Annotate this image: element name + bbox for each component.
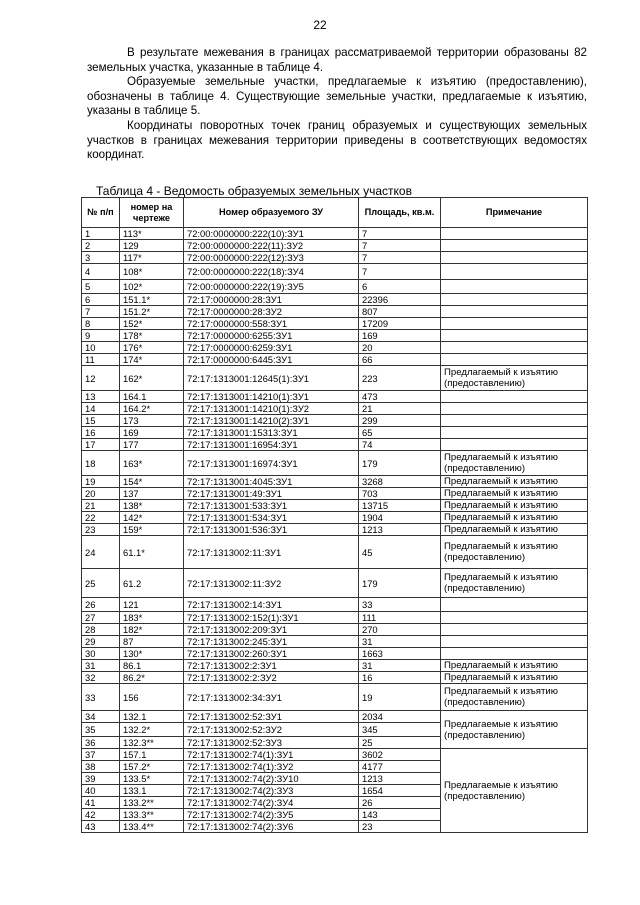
cell-zu-number: 72:17:1313002:34:ЗУ1 bbox=[184, 684, 359, 711]
cell-note bbox=[441, 240, 588, 252]
cell-note bbox=[441, 280, 588, 294]
table-row bbox=[82, 476, 588, 488]
cell-zu-number: 72:17:1313002:52:ЗУ2 bbox=[184, 723, 359, 737]
cell-area: 65 bbox=[359, 427, 441, 439]
paragraph-coordinates: Координаты поворотных точек границ образуемых и существующих земельных участков в границах межевания территории приведены в соответствующих ведомостях координат. bbox=[87, 119, 587, 161]
cell-note: Предлагаемый к изъятию (предоставлению) bbox=[441, 536, 588, 569]
cell-number: 21 bbox=[82, 500, 120, 512]
cell-drawing-number: 133.3** bbox=[120, 809, 184, 821]
cell-zu-number: 72:17:1313002:260:ЗУ1 bbox=[184, 648, 359, 660]
cell-drawing-number: 87 bbox=[120, 636, 184, 648]
cell-area: 299 bbox=[359, 415, 441, 427]
cell-drawing-number: 86.2* bbox=[120, 672, 184, 684]
cell-number: 38 bbox=[82, 761, 120, 773]
table-row bbox=[82, 672, 588, 684]
cell-number: 16 bbox=[82, 427, 120, 439]
cell-area: 1213 bbox=[359, 524, 441, 536]
cell-number: 24 bbox=[82, 536, 120, 569]
cell-number: 31 bbox=[82, 660, 120, 672]
cell-zu-number: 72:17:1313001:12645(1):ЗУ1 bbox=[184, 366, 359, 391]
table-row bbox=[82, 636, 588, 648]
cell-zu-number: 72:17:1313001:533:ЗУ1 bbox=[184, 500, 359, 512]
cell-number: 32 bbox=[82, 672, 120, 684]
cell-area: 26 bbox=[359, 797, 441, 809]
table-row bbox=[82, 451, 588, 476]
cell-zu-number: 72:17:0000000:28:ЗУ2 bbox=[184, 306, 359, 318]
cell-number: 28 bbox=[82, 624, 120, 636]
cell-drawing-number: 113* bbox=[120, 228, 184, 240]
cell-number: 37 bbox=[82, 749, 120, 761]
cell-zu-number: 72:17:0000000:6445:ЗУ1 bbox=[184, 354, 359, 366]
cell-area: 7 bbox=[359, 228, 441, 240]
cell-note bbox=[441, 228, 588, 240]
cell-drawing-number: 133.1 bbox=[120, 785, 184, 797]
cell-note bbox=[441, 612, 588, 624]
cell-number: 27 bbox=[82, 612, 120, 624]
cell-number: 17 bbox=[82, 439, 120, 451]
cell-zu-number: 72:17:1313002:74(2):ЗУ5 bbox=[184, 809, 359, 821]
cell-number: 34 bbox=[82, 711, 120, 723]
table-row bbox=[82, 318, 588, 330]
header-drawing-number: номер на чертеже bbox=[120, 198, 184, 228]
cell-zu-number: 72:17:1313002:2:ЗУ1 bbox=[184, 660, 359, 672]
cell-drawing-number: 121 bbox=[120, 598, 184, 612]
cell-zu-number: 72:17:0000000:6255:ЗУ1 bbox=[184, 330, 359, 342]
cell-area: 7 bbox=[359, 240, 441, 252]
cell-number: 8 bbox=[82, 318, 120, 330]
cell-drawing-number: 137 bbox=[120, 488, 184, 500]
cell-zu-number: 72:17:1313002:14:ЗУ1 bbox=[184, 598, 359, 612]
cell-note bbox=[441, 403, 588, 415]
cell-number: 3 bbox=[82, 252, 120, 264]
cell-zu-number: 72:17:1313002:74(1):ЗУ2 bbox=[184, 761, 359, 773]
cell-drawing-number: 164.1 bbox=[120, 391, 184, 403]
cell-drawing-number: 151.1* bbox=[120, 294, 184, 306]
cell-zu-number: 72:00:0000000:222(19):ЗУ5 bbox=[184, 280, 359, 294]
table-row bbox=[82, 648, 588, 660]
cell-number: 13 bbox=[82, 391, 120, 403]
cell-zu-number: 72:17:1313002:74(2):ЗУ3 bbox=[184, 785, 359, 797]
cell-note: Предлагаемый к изъятию bbox=[441, 512, 588, 524]
cell-note bbox=[441, 294, 588, 306]
cell-area: 169 bbox=[359, 330, 441, 342]
cell-zu-number: 72:17:1313001:15313:ЗУ1 bbox=[184, 427, 359, 439]
table-row bbox=[82, 415, 588, 427]
table-row bbox=[82, 280, 588, 294]
cell-drawing-number: 132.3** bbox=[120, 737, 184, 749]
cell-drawing-number: 133.5* bbox=[120, 773, 184, 785]
cell-drawing-number: 159* bbox=[120, 524, 184, 536]
cell-zu-number: 72:00:0000000:222(18):ЗУ4 bbox=[184, 264, 359, 280]
cell-area: 473 bbox=[359, 391, 441, 403]
cell-drawing-number: 152* bbox=[120, 318, 184, 330]
cell-zu-number: 72:17:1313002:74(2):ЗУ4 bbox=[184, 797, 359, 809]
cell-area: 345 bbox=[359, 723, 441, 737]
cell-zu-number: 72:17:1313001:534:ЗУ1 bbox=[184, 512, 359, 524]
cell-zu-number: 72:17:1313002:74(1):ЗУ1 bbox=[184, 749, 359, 761]
cell-note: Предлагаемый к изъятию bbox=[441, 500, 588, 512]
table-row bbox=[82, 366, 588, 391]
table-row bbox=[82, 660, 588, 672]
cell-number: 25 bbox=[82, 569, 120, 598]
cell-number: 29 bbox=[82, 636, 120, 648]
cell-number: 26 bbox=[82, 598, 120, 612]
cell-drawing-number: 102* bbox=[120, 280, 184, 294]
cell-note bbox=[441, 264, 588, 280]
cell-drawing-number: 133.2** bbox=[120, 797, 184, 809]
cell-drawing-number: 173 bbox=[120, 415, 184, 427]
cell-area: 143 bbox=[359, 809, 441, 821]
cell-area: 13715 bbox=[359, 500, 441, 512]
cell-zu-number: 72:00:0000000:222(10):ЗУ1 bbox=[184, 228, 359, 240]
cell-drawing-number: 86.1 bbox=[120, 660, 184, 672]
cell-number: 41 bbox=[82, 797, 120, 809]
cell-note bbox=[441, 636, 588, 648]
cell-area: 223 bbox=[359, 366, 441, 391]
cell-note: Предлагаемый к изъятию (предоставлению) bbox=[441, 451, 588, 476]
cell-drawing-number: 182* bbox=[120, 624, 184, 636]
cell-drawing-number: 132.1 bbox=[120, 711, 184, 723]
cell-area: 179 bbox=[359, 451, 441, 476]
cell-number: 20 bbox=[82, 488, 120, 500]
cell-drawing-number: 151.2* bbox=[120, 306, 184, 318]
cell-zu-number: 72:17:1313001:14210(1):ЗУ2 bbox=[184, 403, 359, 415]
cell-number: 10 bbox=[82, 342, 120, 354]
cell-number: 23 bbox=[82, 524, 120, 536]
cell-area: 17209 bbox=[359, 318, 441, 330]
cell-note bbox=[441, 252, 588, 264]
cell-area: 3602 bbox=[359, 749, 441, 761]
cell-area: 111 bbox=[359, 612, 441, 624]
cell-zu-number: 72:17:1313002:152(1):ЗУ1 bbox=[184, 612, 359, 624]
table-header-row bbox=[82, 198, 588, 228]
cell-drawing-number: 169 bbox=[120, 427, 184, 439]
cell-zu-number: 72:00:0000000:222(12):ЗУ3 bbox=[184, 252, 359, 264]
table-row bbox=[82, 624, 588, 636]
header-area: Площадь, кв.м. bbox=[359, 198, 441, 228]
cell-drawing-number: 163* bbox=[120, 451, 184, 476]
cell-number: 33 bbox=[82, 684, 120, 711]
header-zu-number: Номер образуемого ЗУ bbox=[184, 198, 359, 228]
cell-zu-number: 72:17:1313001:14210(2):ЗУ1 bbox=[184, 415, 359, 427]
header-note: Примечание bbox=[441, 198, 588, 228]
cell-note bbox=[441, 427, 588, 439]
land-plots-table bbox=[81, 197, 588, 833]
table-row bbox=[82, 512, 588, 524]
cell-zu-number: 72:17:1313002:74(2):ЗУ10 bbox=[184, 773, 359, 785]
cell-drawing-number: 154* bbox=[120, 476, 184, 488]
cell-note bbox=[441, 318, 588, 330]
cell-number: 35 bbox=[82, 723, 120, 737]
cell-number: 39 bbox=[82, 773, 120, 785]
cell-drawing-number: 156 bbox=[120, 684, 184, 711]
cell-area: 1663 bbox=[359, 648, 441, 660]
cell-area: 6 bbox=[359, 280, 441, 294]
table-row bbox=[82, 342, 588, 354]
cell-number: 42 bbox=[82, 809, 120, 821]
cell-number: 5 bbox=[82, 280, 120, 294]
table-row bbox=[82, 294, 588, 306]
cell-drawing-number: 176* bbox=[120, 342, 184, 354]
cell-area: 807 bbox=[359, 306, 441, 318]
cell-note bbox=[441, 598, 588, 612]
cell-note: Предлагаемый к изъятию (предоставлению) bbox=[441, 366, 588, 391]
table-caption: Таблица 4 - Ведомость образуемых земельных участков bbox=[96, 184, 412, 198]
cell-drawing-number: 133.4** bbox=[120, 821, 184, 833]
cell-area: 45 bbox=[359, 536, 441, 569]
cell-area: 7 bbox=[359, 264, 441, 280]
cell-zu-number: 72:17:1313001:4045:ЗУ1 bbox=[184, 476, 359, 488]
cell-drawing-number: 61.2 bbox=[120, 569, 184, 598]
cell-note: Предлагаемый к изъятию bbox=[441, 672, 588, 684]
cell-drawing-number: 174* bbox=[120, 354, 184, 366]
cell-note: Предлагаемый к изъятию bbox=[441, 488, 588, 500]
cell-zu-number: 72:17:1313002:74(2):ЗУ6 bbox=[184, 821, 359, 833]
table-row bbox=[82, 711, 588, 723]
cell-number: 7 bbox=[82, 306, 120, 318]
cell-drawing-number: 117* bbox=[120, 252, 184, 264]
cell-drawing-number: 138* bbox=[120, 500, 184, 512]
page-number: 22 bbox=[313, 18, 327, 32]
cell-zu-number: 72:17:1313002:209:ЗУ1 bbox=[184, 624, 359, 636]
cell-number: 18 bbox=[82, 451, 120, 476]
cell-drawing-number: 61.1* bbox=[120, 536, 184, 569]
table-row bbox=[82, 403, 588, 415]
cell-area: 4177 bbox=[359, 761, 441, 773]
cell-note bbox=[441, 648, 588, 660]
cell-drawing-number: 130* bbox=[120, 648, 184, 660]
cell-number: 15 bbox=[82, 415, 120, 427]
cell-area: 20 bbox=[359, 342, 441, 354]
cell-area: 22396 bbox=[359, 294, 441, 306]
cell-zu-number: 72:17:0000000:558:ЗУ1 bbox=[184, 318, 359, 330]
cell-drawing-number: 132.2* bbox=[120, 723, 184, 737]
cell-drawing-number: 129 bbox=[120, 240, 184, 252]
cell-note bbox=[441, 415, 588, 427]
cell-area: 2034 bbox=[359, 711, 441, 723]
table-row bbox=[82, 252, 588, 264]
cell-number: 4 bbox=[82, 264, 120, 280]
cell-note-merged: Предлагаемые к изъятию (предоставлению) bbox=[441, 711, 588, 749]
cell-zu-number: 72:17:1313001:14210(1):ЗУ1 bbox=[184, 391, 359, 403]
cell-drawing-number: 183* bbox=[120, 612, 184, 624]
table-row bbox=[82, 330, 588, 342]
cell-drawing-number: 108* bbox=[120, 264, 184, 280]
cell-number: 6 bbox=[82, 294, 120, 306]
table-row bbox=[82, 427, 588, 439]
cell-note-merged: Предлагаемые к изъятию (предоставлению) bbox=[441, 749, 588, 833]
table-row bbox=[82, 240, 588, 252]
cell-drawing-number: 162* bbox=[120, 366, 184, 391]
table-row bbox=[82, 524, 588, 536]
cell-area: 33 bbox=[359, 598, 441, 612]
cell-area: 7 bbox=[359, 252, 441, 264]
cell-area: 31 bbox=[359, 660, 441, 672]
table-row bbox=[82, 536, 588, 569]
cell-zu-number: 72:17:1313002:52:ЗУ1 bbox=[184, 711, 359, 723]
cell-zu-number: 72:17:1313002:11:ЗУ1 bbox=[184, 536, 359, 569]
table-row bbox=[82, 228, 588, 240]
cell-area: 19 bbox=[359, 684, 441, 711]
cell-number: 40 bbox=[82, 785, 120, 797]
cell-note: Предлагаемый к изъятию bbox=[441, 476, 588, 488]
cell-number: 1 bbox=[82, 228, 120, 240]
cell-number: 19 bbox=[82, 476, 120, 488]
cell-drawing-number: 157.1 bbox=[120, 749, 184, 761]
cell-area: 179 bbox=[359, 569, 441, 598]
cell-number: 11 bbox=[82, 354, 120, 366]
cell-drawing-number: 142* bbox=[120, 512, 184, 524]
cell-area: 1654 bbox=[359, 785, 441, 797]
cell-note bbox=[441, 439, 588, 451]
cell-area: 21 bbox=[359, 403, 441, 415]
cell-zu-number: 72:17:0000000:28:ЗУ1 bbox=[184, 294, 359, 306]
cell-area: 1213 bbox=[359, 773, 441, 785]
cell-area: 31 bbox=[359, 636, 441, 648]
cell-number: 30 bbox=[82, 648, 120, 660]
cell-note bbox=[441, 306, 588, 318]
cell-area: 1904 bbox=[359, 512, 441, 524]
table-row bbox=[82, 354, 588, 366]
cell-area: 270 bbox=[359, 624, 441, 636]
table-row bbox=[82, 500, 588, 512]
table-row bbox=[82, 264, 588, 280]
cell-number: 14 bbox=[82, 403, 120, 415]
table-row bbox=[82, 439, 588, 451]
header-number: № п/п bbox=[82, 198, 120, 228]
table-row bbox=[82, 569, 588, 598]
cell-note bbox=[441, 342, 588, 354]
cell-drawing-number: 164.2* bbox=[120, 403, 184, 415]
table-row bbox=[82, 598, 588, 612]
cell-number: 12 bbox=[82, 366, 120, 391]
cell-note: Предлагаемый к изъятию bbox=[441, 524, 588, 536]
cell-area: 74 bbox=[359, 439, 441, 451]
cell-note: Предлагаемый к изъятию (предоставлению) bbox=[441, 569, 588, 598]
table-row bbox=[82, 391, 588, 403]
cell-area: 23 bbox=[359, 821, 441, 833]
cell-drawing-number: 177 bbox=[120, 439, 184, 451]
cell-number: 43 bbox=[82, 821, 120, 833]
table-row bbox=[82, 684, 588, 711]
cell-area: 3268 bbox=[359, 476, 441, 488]
cell-note bbox=[441, 624, 588, 636]
cell-note: Предлагаемый к изъятию bbox=[441, 660, 588, 672]
cell-zu-number: 72:00:0000000:222(11):ЗУ2 bbox=[184, 240, 359, 252]
cell-number: 9 bbox=[82, 330, 120, 342]
cell-area: 66 bbox=[359, 354, 441, 366]
cell-note bbox=[441, 330, 588, 342]
cell-zu-number: 72:17:1313001:49:ЗУ1 bbox=[184, 488, 359, 500]
cell-number: 22 bbox=[82, 512, 120, 524]
cell-drawing-number: 157.2* bbox=[120, 761, 184, 773]
cell-number: 2 bbox=[82, 240, 120, 252]
paragraph-designation: Образуемые земельные участки, предлагаемые к изъятию (предоставлению), обозначены в таблице 4. Существующие земельные участки, предлагаемые к изъятию, указаны в таблице 5. bbox=[87, 75, 587, 117]
table-row bbox=[82, 612, 588, 624]
cell-drawing-number: 178* bbox=[120, 330, 184, 342]
cell-zu-number: 72:17:1313002:2:ЗУ2 bbox=[184, 672, 359, 684]
cell-zu-number: 72:17:1313002:11:ЗУ2 bbox=[184, 569, 359, 598]
table-row bbox=[82, 749, 588, 761]
cell-zu-number: 72:17:1313001:536:ЗУ1 bbox=[184, 524, 359, 536]
cell-zu-number: 72:17:0000000:6259:ЗУ1 bbox=[184, 342, 359, 354]
cell-area: 25 bbox=[359, 737, 441, 749]
cell-note bbox=[441, 391, 588, 403]
cell-note: Предлагаемый к изъятию (предоставлению) bbox=[441, 684, 588, 711]
table-row bbox=[82, 306, 588, 318]
cell-zu-number: 72:17:1313002:245:ЗУ1 bbox=[184, 636, 359, 648]
cell-area: 16 bbox=[359, 672, 441, 684]
table-row bbox=[82, 488, 588, 500]
cell-number: 36 bbox=[82, 737, 120, 749]
cell-area: 703 bbox=[359, 488, 441, 500]
cell-zu-number: 72:17:1313002:52:ЗУ3 bbox=[184, 737, 359, 749]
cell-zu-number: 72:17:1313001:16954:ЗУ1 bbox=[184, 439, 359, 451]
cell-zu-number: 72:17:1313001:16974:ЗУ1 bbox=[184, 451, 359, 476]
cell-note bbox=[441, 354, 588, 366]
paragraph-result: В результате межевания в границах рассматриваемой территории образованы 82 земельных участка, указанные в таблице 4. bbox=[87, 46, 587, 74]
